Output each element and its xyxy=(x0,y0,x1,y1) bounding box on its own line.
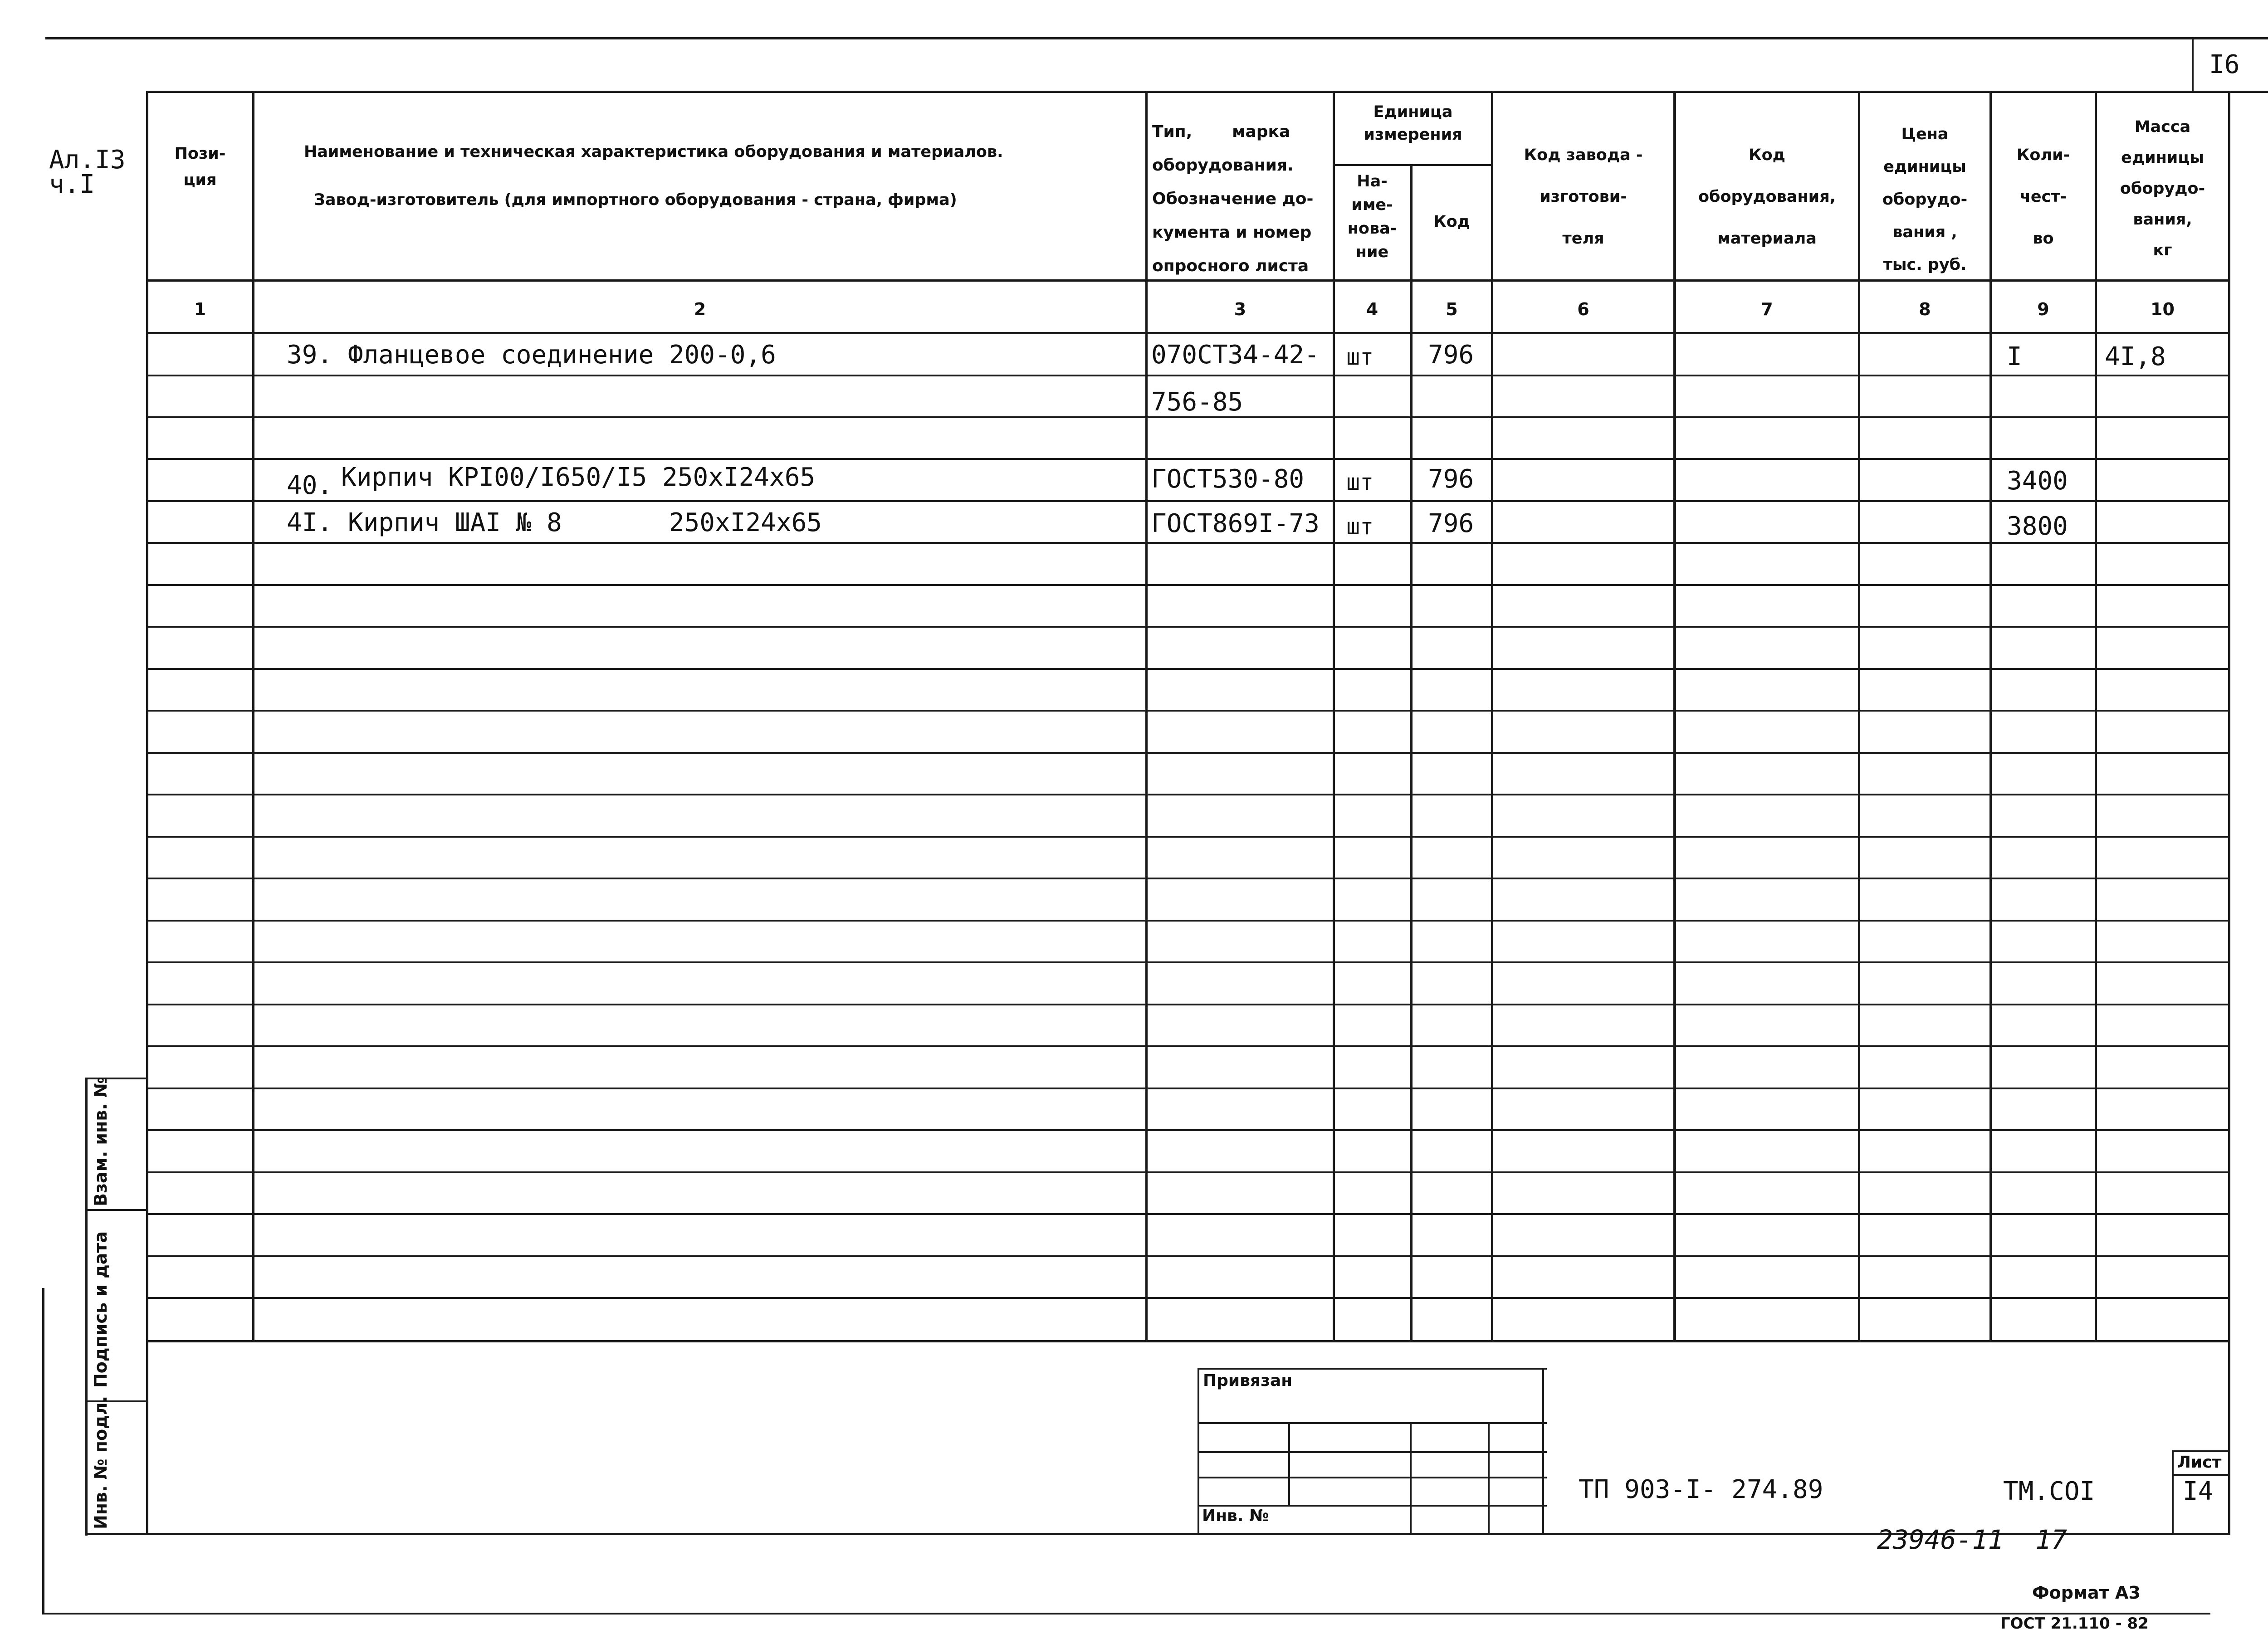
colnum-5: 5 xyxy=(1446,299,1458,319)
header-unit-group: Единица измерения xyxy=(1364,103,1462,144)
header-name-line1: Наименование и техническая характеристика оборудования и материалов. xyxy=(304,143,1003,161)
stamp-document-code: ТП 903-I- 274.89 xyxy=(1579,1475,1823,1504)
row-code: 796 xyxy=(1428,340,1474,370)
colnum-bottom-line xyxy=(147,332,2230,334)
stamp-linked-label: Привязан xyxy=(1203,1371,1293,1390)
album-ref-line1: Ал.I3 xyxy=(49,145,126,175)
colnum-4: 4 xyxy=(1366,299,1378,319)
colnum-9: 9 xyxy=(2037,299,2049,319)
row-qty: 3800 xyxy=(2007,512,2068,541)
header-equipment-code: Код оборудования, материала xyxy=(1698,146,1836,248)
row-qty: I xyxy=(2007,342,2022,371)
side-sign-date: Подпись и дата xyxy=(91,1231,111,1388)
row-code: 796 xyxy=(1428,509,1474,538)
row-type: 070СТ34-42- xyxy=(1151,340,1320,370)
row-name: Кирпич КРI00/I650/I5 250хI24х65 xyxy=(341,463,816,492)
header-unit-name: На- име- нова- ние xyxy=(1347,172,1397,261)
row-name-prefix: 40. xyxy=(287,471,333,500)
album-ref-line2: ч.I xyxy=(49,170,95,199)
colnum-10: 10 xyxy=(2151,299,2175,319)
top-frame-line xyxy=(45,37,2268,39)
colnum-3: 3 xyxy=(1234,299,1246,319)
row-unit: шт xyxy=(1346,513,1374,540)
row-mass: 4I,8 xyxy=(2105,342,2166,371)
stamp-sheet-label: Лист xyxy=(2177,1453,2222,1472)
header-factory-code: Код завода - изготови- теля xyxy=(1524,146,1643,248)
row-type: ГОСТ530-80 xyxy=(1151,464,1305,494)
row-qty: 3400 xyxy=(2007,466,2068,496)
colnum-2: 2 xyxy=(694,299,706,319)
row-name: 4I. Кирпич ШАI № 8 250хI24х65 xyxy=(287,508,822,537)
colnum-7: 7 xyxy=(1761,299,1773,319)
bottom-frame-line xyxy=(42,1613,2210,1614)
right-corner-line xyxy=(2192,37,2194,92)
gost-label: ГОСТ 21.110 - 82 xyxy=(2000,1614,2149,1633)
header-type: Тип, марка оборудования. Обозначение до- кумента и номер опросного листа xyxy=(1152,122,1314,275)
stamp-inv-no-label: Инв. № xyxy=(1202,1507,1269,1525)
colnum-8: 8 xyxy=(1919,299,1931,319)
row-unit: шт xyxy=(1346,344,1374,370)
archive-number: 23946-11 17 xyxy=(1877,1524,2068,1555)
side-inv-replace: Взам. инв. № xyxy=(91,1077,111,1206)
format-label: Формат А3 xyxy=(2032,1583,2141,1603)
header-unit-code: Код xyxy=(1433,213,1470,231)
side-inv-orig: Инв. № подл. xyxy=(91,1395,111,1529)
row-code: 796 xyxy=(1428,464,1474,494)
table-top-line xyxy=(147,91,2268,93)
row-type: ГОСТ869I-73 xyxy=(1151,509,1320,538)
header-position: Пози- ция xyxy=(174,145,226,189)
colnum-6: 6 xyxy=(1577,299,1589,319)
row-name: 39. Фланцевое соединение 200-0,6 xyxy=(287,340,776,370)
sheet-corner-number: I6 xyxy=(2209,50,2240,79)
row-type: 756-85 xyxy=(1151,387,1243,417)
header-unit-price: Цена единицы оборудо- вания , тыс. руб. xyxy=(1882,125,1968,274)
unit-group-divider xyxy=(1334,164,1492,166)
row-unit: шт xyxy=(1346,469,1374,495)
colnum-1: 1 xyxy=(194,299,206,319)
stamp-sheet-number: I4 xyxy=(2183,1477,2214,1506)
header-name-line2: Завод-изготовитель (для импортного оборудования - страна, фирма) xyxy=(314,191,957,209)
header-mass: Масса единицы оборудо- вания, кг xyxy=(2120,118,2205,259)
stamp-mark: ТМ.СОI xyxy=(2003,1477,2095,1506)
header-quantity: Коли- чест- во xyxy=(2016,146,2070,248)
